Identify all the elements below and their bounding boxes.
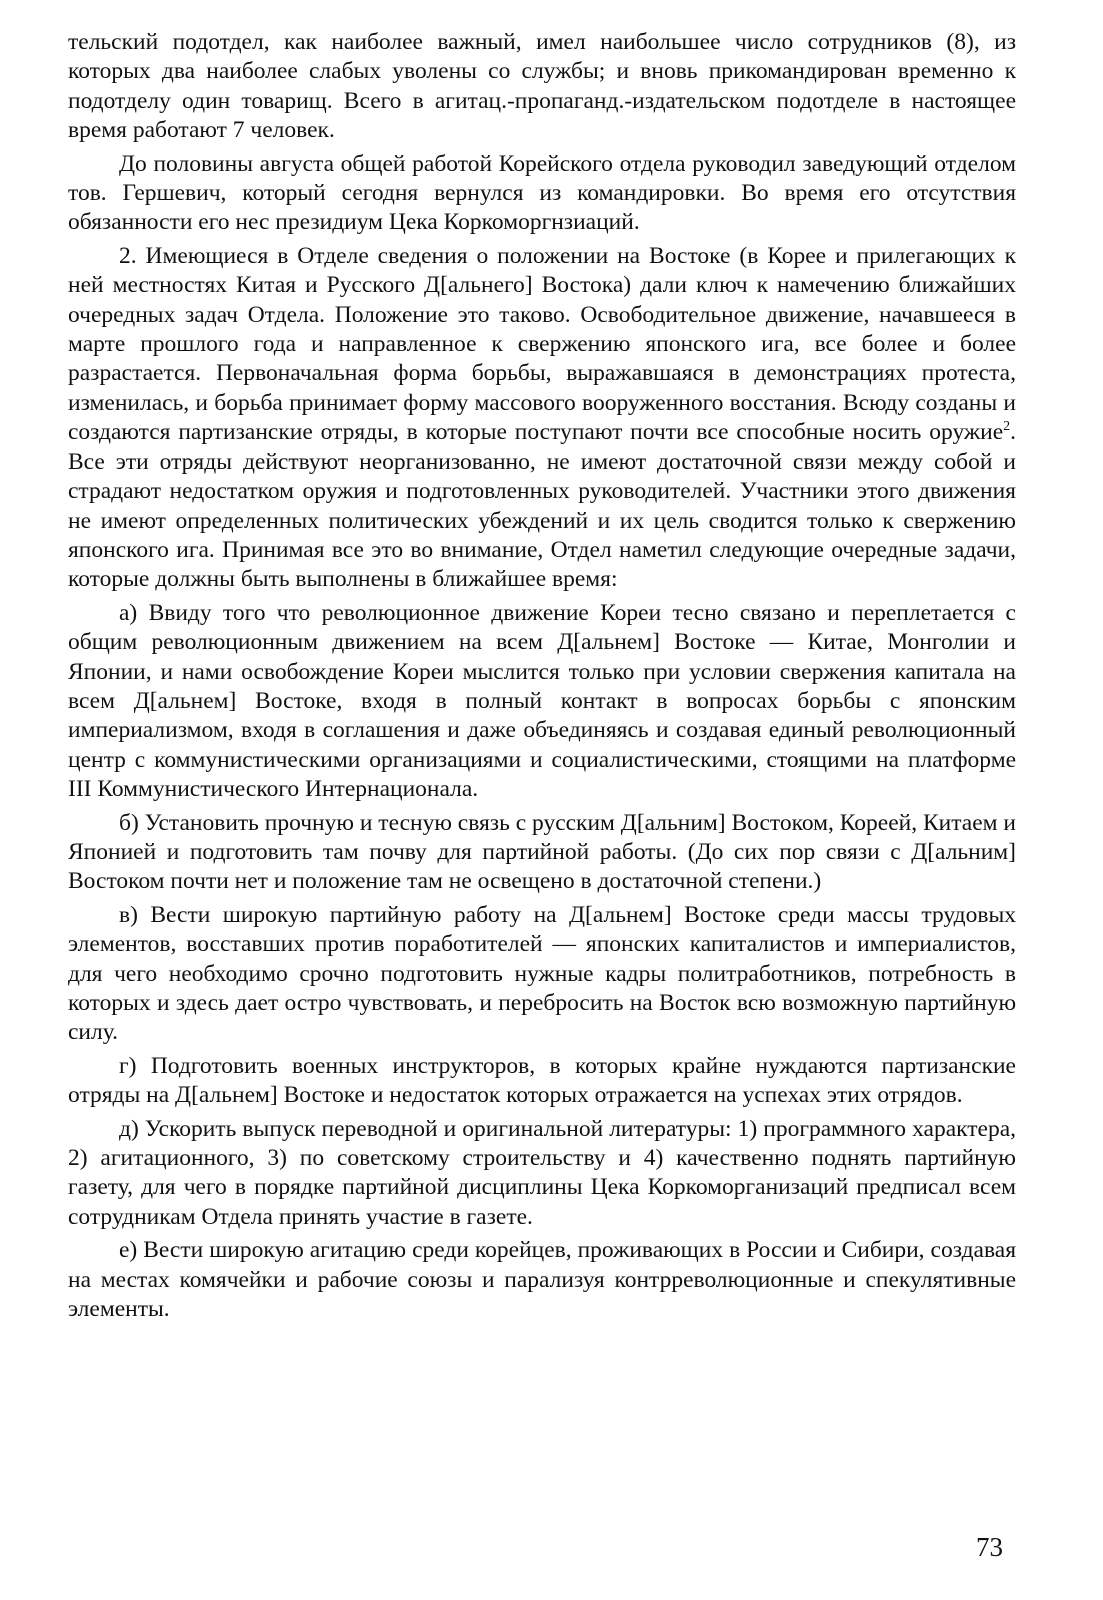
task-e: е) Вести широкую агитацию среди корейцев, проживающих в России и Сибири, создавая на местах комячейки и рабочие союзы и парализуя контрреволюционные и спекулятивные элементы. (68, 1237, 1016, 1323)
footnote-marker: 2 (1003, 419, 1011, 435)
task-a: а) Ввиду того что революционное движение Кореи тесно связано и переплетается с общим революционным движением на всем Д[альнем] Востоке — Китае, Монголии и Японии, и нами освобождение Кореи мыслится только при условии свержения капитала на всем Д[альнем] Востоке, входя в полный контакт в вопросах борьбы с японским империализмом, входя в соглашения и даже объединяясь и создавая единый революционный центр с коммунистическими организациями и социалистическими, стоящими на платформе III Коммунистического Интернационала. (68, 599, 1016, 803)
paragraph-continued: тельский подотдел, как наиболее важный, имел наибольшее число сотрудников (8), из которых два наиболее слабых уволены со службы; и вновь прикомандирован временно к подотделу один товарищ. Всего в агитац.-пропаганд.-издательском подотделе в настоящее время работают 7 человек. (68, 29, 1016, 144)
body-text (68, 28, 1016, 1328)
task-d: д) Ускорить выпуск переводной и оригинальной литературы: 1) программного характера, 2) агитационного, 3) по советскому строительству и 4) качественно поднять партийную газету, для чего в порядке партийной дисциплины Цека Коркоморганизаций предписал всем сотрудникам Отдела принять участие в газете. (68, 1115, 1016, 1230)
task-v: в) Вести широкую партийную работу на Д[альнем] Востоке среди массы трудовых элементов, восставших против поработителей — японских капиталистов и империалистов, для чего необходимо срочно подготовить нужные кадры политработников, потребность в которых и здесь дает остро чувствовать, и перебросить на Восток всю возможную партийную силу. (68, 901, 1016, 1046)
task-g: г) Подготовить военных инструкторов, в которых крайне нуждаются партизанские отряды на Д[альнем] Востоке и недостаток которых отражается на успехах этих отрядов. (68, 1052, 1016, 1109)
task-b: б) Установить прочную и тесную связь с русским Д[альним] Востоком, Кореей, Китаем и Японией и подготовить там почву для партийной работы. (До сих пор связи с Д[альним] Востоком почти нет и положение там не освещено в достаточной степени.) (68, 809, 1016, 895)
situation-text-part2: . Все эти отряды действуют неорганизованно, не имеют достаточной связи между собой и страдают недостатком оружия и подготовленных руководителей. Участники этого движения не имеют определенных политических убеждений и их цель сводится только к свержению японского ига. Принимая все это во внимание, Отдел наметил следующие очередные задачи, которые должны быть выполнены в ближайшее время: (68, 419, 1016, 593)
situation-text-part1: 2. Имеющиеся в Отделе сведения о положении на Востоке (в Корее и прилегающих к ней местностях Китая и Русского Д[альнего] Востока) дали ключ к намечению ближайших очередных задач Отдела. Положение это таково. Освободительное движение, начавшееся в марте прошлого года и направленное к свержению японского ига, все более и более разрастается. Первоначальная форма борьбы, выражавшаяся в демонстрациях протеста, изменилась, и борьба принимает форму массового вооруженного восстания. Всюду созданы и создаются партизанские отряды, в которые поступают почти все способные носить оружие (68, 242, 1016, 446)
paragraph-situation (68, 242, 1016, 595)
paragraph-leadership: До половины августа общей работой Корейского отдела руководил заведующий отделом тов. Гершевич, который сегодня вернулся из командировки. Во время его отсутствия обязанности его нес президиум Цека Коркоморгнзиаций. (68, 150, 1016, 236)
page-number: 73 (976, 1532, 1003, 1562)
